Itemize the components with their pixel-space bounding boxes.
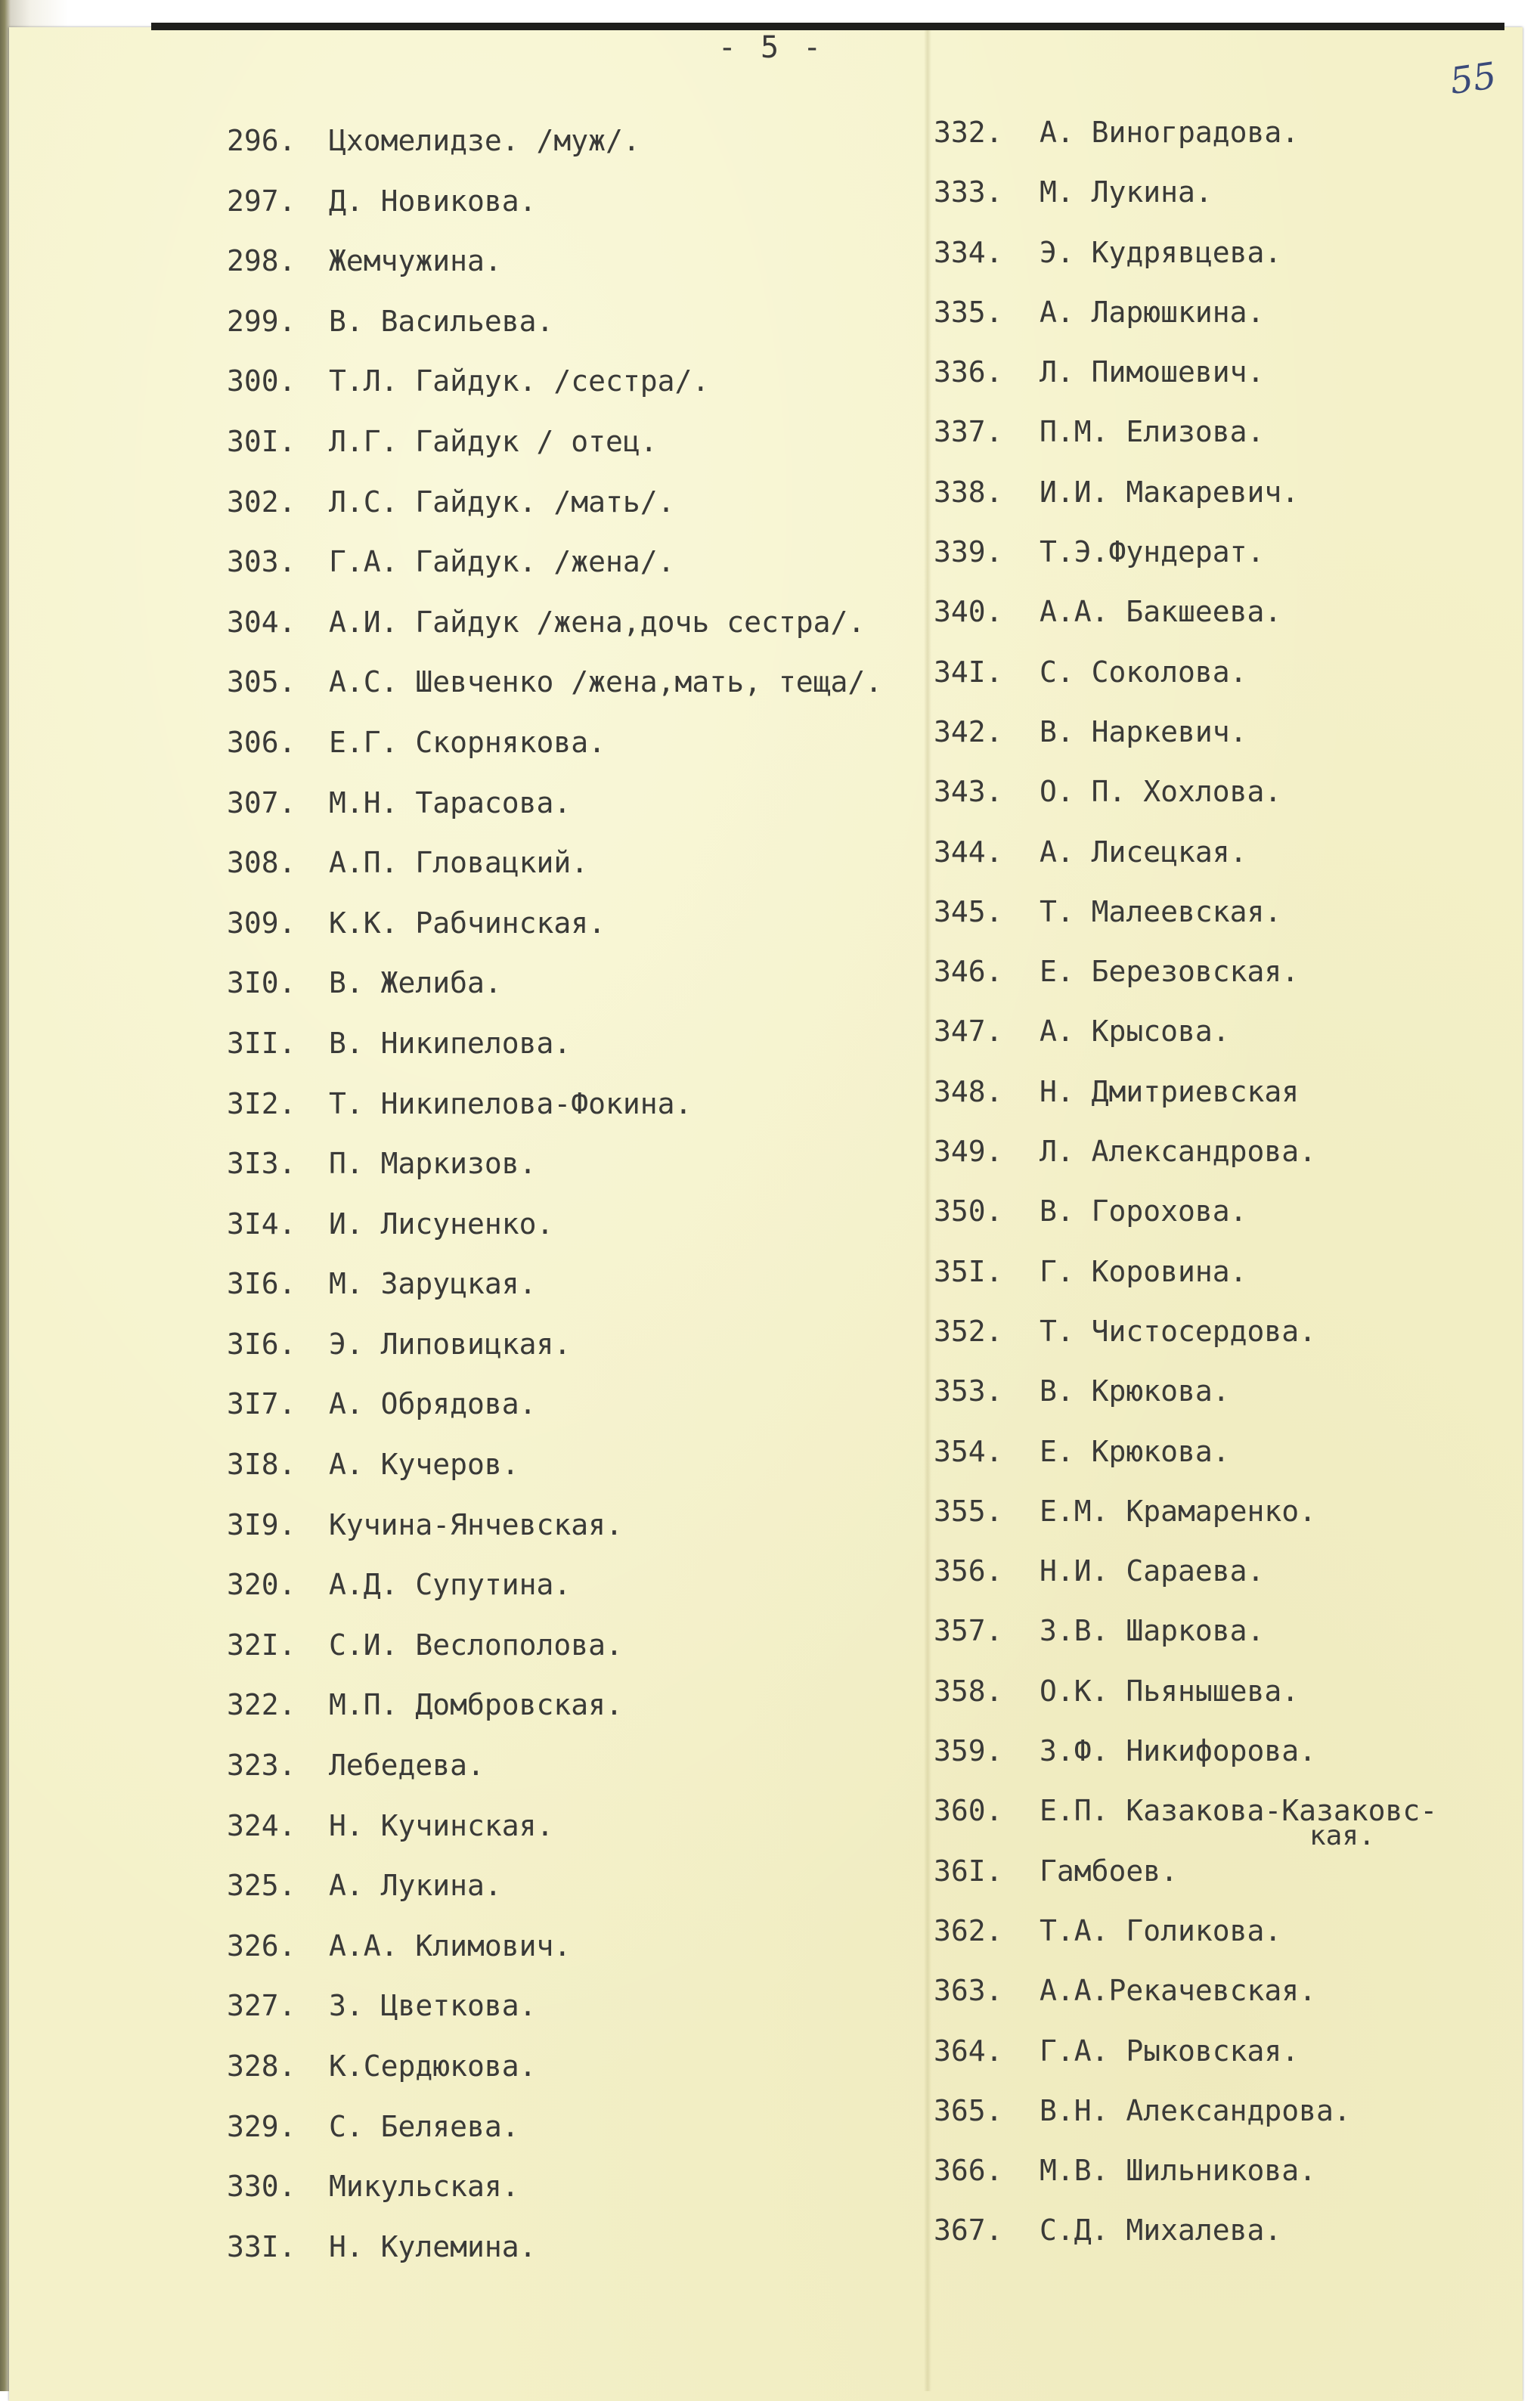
list-entry xyxy=(934,1613,1437,1673)
entry-name: Т.Э.Фундерат. xyxy=(1040,535,1265,569)
list-entry xyxy=(934,594,1437,654)
entry-number: 3I8. xyxy=(227,1448,296,1482)
entry-number: 352. xyxy=(934,1314,1003,1348)
list-entry xyxy=(227,1447,882,1507)
entry-name: В. Никипелова. xyxy=(329,1026,572,1060)
entry-number: 324. xyxy=(227,1808,296,1842)
entry-number: 332. xyxy=(934,116,1003,149)
list-entry xyxy=(227,1086,882,1147)
entry-name: З.Ф. Никифорова. xyxy=(1040,1734,1317,1768)
entry-number: 329. xyxy=(227,2109,296,2143)
entry-name-continuation: кая. xyxy=(1309,1820,1375,1852)
list-entry xyxy=(227,1748,882,1808)
entry-number: 323. xyxy=(227,1749,296,1783)
entry-number: 367. xyxy=(934,2214,1003,2248)
entry-name: А.И. Гайдук /жена,дочь сестра/. xyxy=(329,605,866,639)
entry-number: 366. xyxy=(934,2154,1003,2188)
entry-number: 338. xyxy=(934,475,1003,509)
entry-number: 297. xyxy=(227,184,296,218)
entry-name: М.Н. Тарасова. xyxy=(329,785,572,819)
entry-name: Д. Новикова. xyxy=(329,184,537,218)
entry-name: Э. Липовицкая. xyxy=(329,1327,572,1361)
entry-name: Е. Крюкова. xyxy=(1040,1434,1230,1468)
entry-number: 360. xyxy=(934,1794,1003,1828)
entry-number: 344. xyxy=(934,835,1003,869)
entry-name: П. Маркизов. xyxy=(329,1147,537,1181)
entry-name: В.Н. Александрова. xyxy=(1040,2093,1351,2127)
entry-name: К.Сердюкова. xyxy=(329,2049,537,2083)
list-entry xyxy=(934,355,1437,414)
entry-number: 356. xyxy=(934,1554,1003,1588)
entry-number: 346. xyxy=(934,955,1003,989)
entry-number: 298. xyxy=(227,244,296,278)
entry-name: В. Наркевич. xyxy=(1040,714,1247,748)
list-entry xyxy=(227,2229,882,2290)
list-entry xyxy=(934,1074,1437,1134)
entry-name: В. Крюкова. xyxy=(1040,1374,1230,1408)
entry-name: И.И. Макаревич. xyxy=(1040,475,1300,509)
list-entry xyxy=(934,774,1437,834)
entry-number: 309. xyxy=(227,906,296,940)
entry-name: А.А.Рекачевская. xyxy=(1040,1974,1317,2008)
entry-name: А. Обрядова. xyxy=(329,1387,537,1421)
entry-number: 354. xyxy=(934,1434,1003,1468)
entry-number: 3I6. xyxy=(227,1267,296,1301)
list-entry xyxy=(227,906,882,966)
list-entry xyxy=(934,1494,1437,1554)
list-entry xyxy=(227,1988,882,2049)
entry-number: 3I4. xyxy=(227,1207,296,1241)
entry-number: 3II. xyxy=(227,1026,296,1060)
list-entry xyxy=(227,1628,882,1688)
entry-number: 355. xyxy=(934,1494,1003,1528)
entry-name: А. Лисецкая. xyxy=(1040,835,1247,869)
list-entry xyxy=(227,243,882,304)
entry-name: А. Лукина. xyxy=(329,1869,502,1903)
list-entry xyxy=(934,1014,1437,1073)
list-entry xyxy=(227,2049,882,2109)
entry-number: 3I7. xyxy=(227,1387,296,1421)
entry-name: А. Ларюшкина. xyxy=(1040,295,1265,329)
entry-number: 30I. xyxy=(227,424,296,458)
entry-name: Э. Кудрявцева. xyxy=(1040,235,1282,269)
entry-number: 304. xyxy=(227,605,296,639)
entry-name: О. П. Хохлова. xyxy=(1040,775,1282,809)
entry-name: А.Д. Супутина. xyxy=(329,1568,572,1602)
list-entry xyxy=(934,414,1437,474)
list-entry xyxy=(934,115,1437,175)
entry-name: Н. Кулемина. xyxy=(329,2229,537,2263)
entry-number: 335. xyxy=(934,295,1003,329)
list-entry xyxy=(934,175,1437,234)
list-entry xyxy=(934,1793,1437,1853)
entry-name: А. Виноградова. xyxy=(1040,116,1300,149)
entry-name: К.К. Рабчинская. xyxy=(329,906,606,940)
list-entry xyxy=(934,835,1437,894)
entry-number: 305. xyxy=(227,665,296,699)
entry-name: Л.Г. Гайдук / отец. xyxy=(329,424,658,458)
list-entry xyxy=(934,894,1437,954)
entry-number: 358. xyxy=(934,1674,1003,1708)
entry-name: И. Лисуненко. xyxy=(329,1207,554,1241)
entry-number: 365. xyxy=(934,2093,1003,2127)
entry-number: 330. xyxy=(227,2170,296,2204)
entry-number: 339. xyxy=(934,535,1003,569)
list-entry xyxy=(227,2109,882,2170)
left-name-list xyxy=(227,123,882,2289)
entry-number: 306. xyxy=(227,725,296,759)
list-entry xyxy=(227,725,882,785)
list-entry xyxy=(227,1507,882,1568)
entry-name: Н. Дмитриевская xyxy=(1040,1074,1300,1108)
list-entry xyxy=(227,1327,882,1387)
entry-name: А. Кучеров. xyxy=(329,1448,519,1482)
entry-name: А.С. Шевченко /жена,мать, теща/. xyxy=(329,665,883,699)
list-entry xyxy=(227,184,882,244)
entry-number: 357. xyxy=(934,1614,1003,1648)
entry-number: 348. xyxy=(934,1074,1003,1108)
entry-name: Е. Березовская. xyxy=(1040,955,1300,989)
entry-name: М. Заруцкая. xyxy=(329,1267,537,1301)
list-entry xyxy=(934,295,1437,355)
entry-name: Т. Чистосердова. xyxy=(1040,1314,1317,1348)
entry-number: 340. xyxy=(934,595,1003,629)
entry-name: С.И. Веслополова. xyxy=(329,1628,623,1662)
list-entry xyxy=(227,1868,882,1929)
list-entry xyxy=(227,1687,882,1748)
list-entry xyxy=(227,364,882,424)
entry-name: М. Лукина. xyxy=(1040,175,1213,209)
list-entry xyxy=(227,1146,882,1207)
list-entry xyxy=(227,2169,882,2229)
entry-name: Жемчужина. xyxy=(329,244,502,278)
entry-name: С. Соколова. xyxy=(1040,655,1247,689)
entry-number: 308. xyxy=(227,846,296,880)
paper-fold xyxy=(924,30,931,2391)
entry-number: 347. xyxy=(934,1015,1003,1049)
entry-name: М.В. Шильникова. xyxy=(1040,2154,1317,2188)
list-entry xyxy=(934,1434,1437,1494)
entry-number: 35I. xyxy=(934,1254,1003,1288)
entry-number: 3I3. xyxy=(227,1147,296,1181)
entry-number: 326. xyxy=(227,1929,296,1963)
entry-number: 3I9. xyxy=(227,1507,296,1541)
list-entry xyxy=(934,534,1437,594)
entry-number: 327. xyxy=(227,1989,296,2023)
entry-name: В. Желиба. xyxy=(329,966,502,1000)
entry-name: Г. Коровина. xyxy=(1040,1254,1247,1288)
entry-number: 334. xyxy=(934,235,1003,269)
list-entry xyxy=(934,1854,1437,1913)
entry-number: 3I0. xyxy=(227,966,296,1000)
entry-number: 325. xyxy=(227,1869,296,1903)
list-entry xyxy=(227,1386,882,1447)
entry-number: 302. xyxy=(227,485,296,519)
entry-number: 337. xyxy=(934,415,1003,449)
entry-name: Цхомелидзе. /муж/. xyxy=(329,124,640,157)
entry-number: 359. xyxy=(934,1734,1003,1768)
list-entry xyxy=(934,1554,1437,1613)
entry-number: 343. xyxy=(934,775,1003,809)
list-entry xyxy=(227,304,882,364)
entry-number: 307. xyxy=(227,785,296,819)
entry-number: 333. xyxy=(934,175,1003,209)
entry-number: 296. xyxy=(227,124,296,157)
list-entry xyxy=(227,1929,882,1989)
entry-number: 34I. xyxy=(934,655,1003,689)
entry-name: А.П. Гловацкий. xyxy=(329,846,589,880)
entry-number: 349. xyxy=(934,1135,1003,1169)
entry-name: Микульская. xyxy=(329,2170,519,2204)
entry-number: 342. xyxy=(934,714,1003,748)
entry-name: П.М. Елизова. xyxy=(1040,415,1265,449)
list-entry xyxy=(227,1207,882,1267)
entry-name: В. Васильева. xyxy=(329,304,554,338)
list-entry xyxy=(934,2213,1437,2272)
list-entry xyxy=(934,1973,1437,2033)
list-entry xyxy=(227,1266,882,1327)
entry-number: 300. xyxy=(227,364,296,398)
entry-number: 350. xyxy=(934,1194,1003,1228)
list-entry xyxy=(227,965,882,1026)
entry-number: 3I2. xyxy=(227,1086,296,1120)
entry-number: 328. xyxy=(227,2049,296,2083)
list-entry xyxy=(934,1194,1437,1253)
list-entry xyxy=(934,2093,1437,2153)
entry-name: М.П. Домбровская. xyxy=(329,1688,623,1722)
list-entry xyxy=(934,2153,1437,2213)
entry-number: 353. xyxy=(934,1374,1003,1408)
list-entry xyxy=(934,714,1437,774)
entry-name: Е.Г. Скорнякова. xyxy=(329,725,606,759)
entry-name: Л. Александрова. xyxy=(1040,1135,1317,1169)
entry-number: 3I6. xyxy=(227,1327,296,1361)
entry-name: С. Беляева. xyxy=(329,2109,519,2143)
list-entry xyxy=(934,1254,1437,1314)
entry-name: А.А. Бакшеева. xyxy=(1040,595,1282,629)
entry-name: Г.А. Гайдук. /жена/. xyxy=(329,545,675,579)
list-entry xyxy=(934,954,1437,1014)
list-entry xyxy=(934,655,1437,714)
entry-name: Гамбоев. xyxy=(1040,1854,1179,1888)
entry-number: 32I. xyxy=(227,1628,296,1662)
entry-name: Г.А. Рыковская. xyxy=(1040,2034,1300,2068)
list-entry xyxy=(934,2034,1437,2093)
list-entry xyxy=(934,235,1437,295)
list-entry xyxy=(934,1374,1437,1433)
entry-number: 299. xyxy=(227,304,296,338)
top-edge-shadow xyxy=(151,23,1504,30)
entry-number: 336. xyxy=(934,355,1003,389)
list-entry xyxy=(227,485,882,545)
entry-number: 322. xyxy=(227,1688,296,1722)
entry-name: Т.А. Голикова. xyxy=(1040,1913,1282,1947)
list-entry xyxy=(227,605,882,665)
list-entry xyxy=(227,665,882,725)
entry-name: С.Д. Михалева. xyxy=(1040,2214,1282,2248)
list-entry xyxy=(227,1026,882,1086)
entry-number: 320. xyxy=(227,1568,296,1602)
right-name-list xyxy=(934,115,1437,2273)
archive-sheet-number: 55 xyxy=(1447,54,1499,103)
entry-number: 362. xyxy=(934,1913,1003,1947)
entry-name: Т.Л. Гайдук. /сестра/. xyxy=(329,364,710,398)
entry-name: Е.П. Казакова-Казаковс- xyxy=(1040,1794,1438,1828)
entry-name: А.А. Климович. xyxy=(329,1929,572,1963)
entry-number: 36I. xyxy=(934,1854,1003,1888)
entry-number: 33I. xyxy=(227,2229,296,2263)
entry-name: Н.И. Сараева. xyxy=(1040,1554,1265,1588)
list-entry xyxy=(227,1567,882,1628)
list-entry xyxy=(934,475,1437,534)
entry-name: З. Цветкова. xyxy=(329,1989,537,2023)
entry-name: Н. Кучинская. xyxy=(329,1808,554,1842)
list-entry xyxy=(934,1314,1437,1374)
entry-number: 345. xyxy=(934,894,1003,928)
entry-name: Е.М. Крамаренко. xyxy=(1040,1494,1317,1528)
list-entry xyxy=(934,1674,1437,1733)
page-number: - 5 - xyxy=(717,30,825,65)
entry-name: О.К. Пьянышева. xyxy=(1040,1674,1300,1708)
list-entry xyxy=(227,1808,882,1869)
entry-name: Л. Пимошевич. xyxy=(1040,355,1265,389)
list-entry xyxy=(227,544,882,605)
list-entry xyxy=(934,1134,1437,1194)
list-entry xyxy=(227,845,882,906)
entry-number: 363. xyxy=(934,1974,1003,2008)
entry-name: Л.С. Гайдук. /мать/. xyxy=(329,485,675,519)
list-entry xyxy=(934,1913,1437,1973)
entry-name: Лебедева. xyxy=(329,1749,485,1783)
list-entry xyxy=(227,424,882,485)
entry-number: 364. xyxy=(934,2034,1003,2068)
entry-number: 303. xyxy=(227,545,296,579)
list-entry xyxy=(227,123,882,184)
list-entry xyxy=(227,785,882,846)
entry-name: З.В. Шаркова. xyxy=(1040,1614,1265,1648)
entry-name: Т. Малеевская. xyxy=(1040,894,1282,928)
entry-name: Кучина-Янчевская. xyxy=(329,1507,623,1541)
entry-name: В. Горохова. xyxy=(1040,1194,1247,1228)
entry-name: А. Крысова. xyxy=(1040,1015,1230,1049)
list-entry xyxy=(934,1733,1437,1793)
entry-name: Т. Никипелова-Фокина. xyxy=(329,1086,693,1120)
